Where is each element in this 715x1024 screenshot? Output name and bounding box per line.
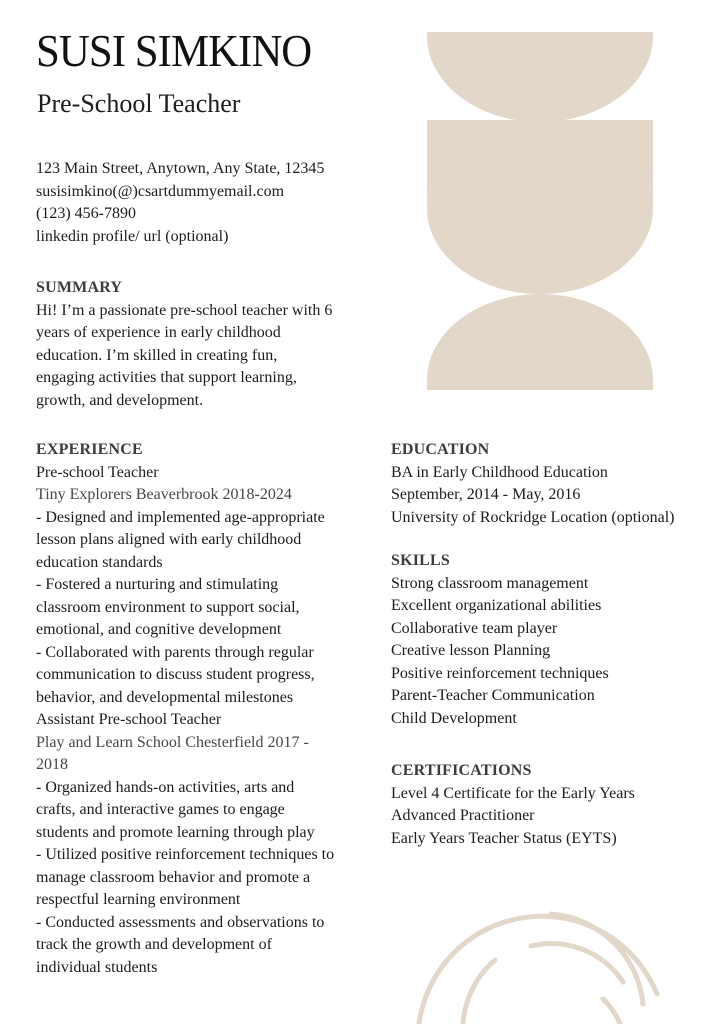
- skill-item: Parent-Teacher Communication: [391, 687, 595, 704]
- experience-line: respectful learning environment: [36, 891, 241, 908]
- education-dates: September, 2014 - May, 2016: [391, 486, 581, 503]
- experience-list: [36, 462, 356, 980]
- contact-phone: (123) 456-7890: [36, 205, 136, 222]
- experience-line: classroom environment to support social,: [36, 598, 300, 616]
- contact-address: 123 Main Street, Anytown, Any State, 12345: [36, 160, 325, 177]
- experience-heading: EXPERIENCE: [36, 441, 143, 458]
- skills-heading: SKILLS: [391, 552, 451, 569]
- experience-line: - Designed and implemented age-appropriate: [36, 508, 325, 526]
- summary-line: growth, and development.: [36, 391, 204, 409]
- experience-line: - Conducted assessments and observations to: [36, 913, 325, 931]
- summary-heading: SUMMARY: [36, 279, 123, 296]
- skill-item: Strong classroom management: [391, 574, 589, 592]
- experience-line: lesson plans aligned with early childhood: [36, 531, 302, 548]
- experience-section: [36, 439, 356, 979]
- experience-line: - Utilized positive reinforcement techniques to: [36, 846, 335, 863]
- certifications-heading: CERTIFICATIONS: [391, 762, 532, 779]
- experience-line: communication to discuss student progress,: [36, 666, 315, 683]
- experience-line: - Organized hands-on activities, arts and: [36, 778, 295, 796]
- experience-line: manage classroom behavior and promote a: [36, 868, 311, 886]
- skill-item: Excellent organizational abilities: [391, 597, 602, 614]
- experience-line: - Fostered a nurturing and stimulating: [36, 576, 279, 593]
- experience-employer: Tiny Explorers Beaverbrook 2018-2024: [36, 486, 292, 503]
- summary-text: [36, 300, 356, 413]
- experience-line: Pre-school Teacher: [36, 463, 159, 481]
- decorative-circle-lines: [405, 884, 695, 1024]
- decorative-arch-shape: [427, 32, 653, 390]
- skills-section: [391, 550, 706, 730]
- education-degree: BA in Early Childhood Education: [391, 463, 608, 481]
- experience-line: - Collaborated with parents through regular: [36, 643, 314, 661]
- experience-line: education standards: [36, 553, 163, 571]
- education-school: University of Rockridge Location (optional): [391, 508, 675, 526]
- experience-line: behavior, and developmental milestones: [36, 688, 294, 706]
- certification-item: Early Years Teacher Status (EYTS): [391, 829, 617, 847]
- experience-employer: 2018: [36, 756, 68, 773]
- contact-linkedin: linkedin profile/ url (optional): [36, 227, 229, 245]
- skill-item: Child Development: [391, 709, 517, 727]
- certification-item: Level 4 Certificate for the Early Years: [391, 784, 635, 802]
- experience-line: individual students: [36, 958, 158, 976]
- experience-line: crafts, and interactive games to engage: [36, 801, 285, 818]
- summary-line: engaging activities that support learning,: [36, 369, 297, 386]
- resume-name: SUSI SIMKINO: [36, 25, 312, 76]
- experience-line: track the growth and development of: [36, 936, 272, 953]
- experience-employer: Play and Learn School Chesterfield 2017 -: [36, 733, 309, 751]
- contact-info: [36, 158, 376, 248]
- education-heading: EDUCATION: [391, 441, 490, 458]
- skill-item: Creative lesson Planning: [391, 642, 551, 659]
- experience-line: emotional, and cognitive development: [36, 621, 282, 638]
- certifications-section: [391, 760, 706, 850]
- education-section: [391, 439, 706, 529]
- skill-item: Collaborative team player: [391, 619, 558, 637]
- summary-line: years of experience in early childhood: [36, 324, 281, 341]
- skill-item: Positive reinforcement techniques: [391, 664, 609, 682]
- job-title: Pre-School Teacher: [37, 89, 241, 118]
- experience-line: Assistant Pre-school Teacher: [36, 711, 222, 728]
- certification-item: Advanced Practitioner: [391, 807, 535, 824]
- summary-line: Hi! I’m a passionate pre-school teacher with 6: [36, 301, 333, 319]
- summary-section: [36, 277, 356, 412]
- summary-line: education. I’m skilled in creating fun,: [36, 346, 278, 364]
- contact-email: susisimkino(@)csartdummyemail.com: [36, 182, 285, 200]
- experience-line: students and promote learning through play: [36, 823, 315, 841]
